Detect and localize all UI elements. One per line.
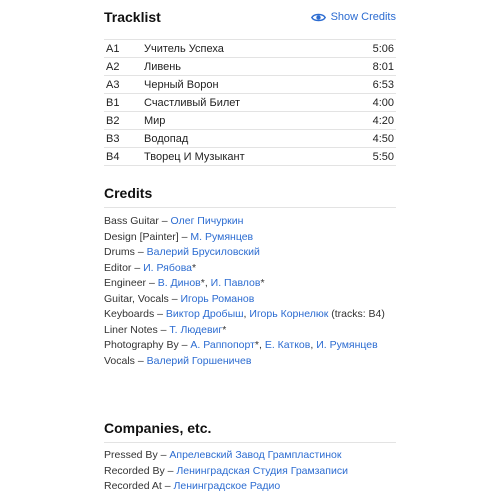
- credit-mark: *,: [200, 277, 211, 289]
- track-row: [104, 76, 396, 94]
- credit-separator: –: [158, 215, 171, 227]
- track-row: [104, 148, 396, 166]
- credit-person-link[interactable]: Игорь Корнелюк: [249, 308, 329, 320]
- credit-mark: (tracks: B4): [328, 308, 385, 320]
- credit-mark: *: [222, 323, 227, 336]
- credit-separator: –: [146, 277, 158, 289]
- credits-heading: Credits: [104, 185, 153, 201]
- tracklist-header: [104, 9, 396, 25]
- company-separator: –: [157, 449, 170, 461]
- company-link[interactable]: Ленинградская Студия Грамзаписи: [176, 464, 348, 477]
- credit-role: Vocals: [104, 354, 135, 367]
- credit-line: [104, 245, 396, 261]
- track-title: Ливень: [144, 60, 182, 73]
- credit-role: Bass Guitar: [104, 215, 159, 227]
- track-duration: 8:01: [372, 60, 394, 73]
- track-position: B4: [106, 150, 120, 163]
- company-role: Recorded By: [104, 464, 165, 477]
- track-title: Мир: [144, 114, 166, 127]
- company-line: [104, 464, 396, 480]
- track-position: A3: [106, 78, 120, 91]
- track-duration: 4:50: [372, 132, 394, 145]
- credit-line: [104, 214, 396, 230]
- credit-separator: –: [168, 292, 181, 305]
- credit-line: [104, 292, 396, 308]
- credit-person-link[interactable]: Олег Пичуркин: [170, 215, 244, 227]
- track-row: [104, 130, 396, 148]
- credit-person-link[interactable]: Е. Катков: [264, 339, 311, 351]
- credit-separator: –: [178, 230, 191, 243]
- track-row: [104, 58, 396, 76]
- track-row: [104, 40, 396, 58]
- track-row: [104, 112, 396, 130]
- credit-line: [104, 338, 396, 354]
- credit-role: Photography By: [104, 339, 179, 351]
- credit-line: [104, 323, 396, 339]
- track-title: Черный Ворон: [144, 78, 219, 91]
- track-position: B1: [106, 96, 120, 109]
- credit-person-link[interactable]: Валерий Брусиловский: [146, 246, 260, 258]
- credit-line: [104, 307, 396, 323]
- company-link[interactable]: Ленинградское Радио: [173, 480, 281, 492]
- credit-line: [104, 261, 396, 277]
- credit-person-link[interactable]: И. Румянцев: [316, 339, 378, 351]
- show-credits-button[interactable]: [311, 11, 396, 23]
- credit-separator: –: [178, 339, 191, 351]
- track-title: Учитель Успеха: [144, 42, 224, 55]
- track-row: [104, 94, 396, 112]
- credit-person-link[interactable]: Виктор Дробыш: [165, 308, 244, 320]
- credit-line: [104, 276, 396, 292]
- credit-separator: –: [131, 261, 144, 274]
- credit-person-link[interactable]: В. Динов: [157, 277, 201, 289]
- credit-separator: –: [157, 323, 170, 336]
- credit-line: [104, 230, 396, 246]
- track-duration: 4:00: [372, 96, 394, 109]
- credit-separator: –: [134, 246, 147, 258]
- credit-mark: ,: [310, 339, 317, 351]
- credit-role: Keyboards: [104, 308, 155, 320]
- company-separator: –: [161, 480, 174, 492]
- track-position: B3: [106, 132, 120, 145]
- credit-line: [104, 354, 396, 370]
- track-title: Водопад: [144, 132, 189, 145]
- track-title: Счастливый Билет: [144, 96, 241, 109]
- eye-icon: [311, 12, 326, 23]
- credit-person-link[interactable]: Валерий Горшеничев: [146, 354, 252, 367]
- tracklist-heading: Tracklist: [104, 9, 161, 25]
- credit-person-link[interactable]: И. Павлов: [210, 277, 261, 289]
- companies-divider: [104, 442, 396, 443]
- credit-role: Engineer: [104, 277, 147, 289]
- track-position: A1: [106, 42, 120, 55]
- credit-role: Guitar, Vocals: [104, 292, 169, 305]
- credit-separator: –: [154, 308, 166, 320]
- companies-list: [104, 448, 396, 495]
- credit-person-link[interactable]: М. Румянцев: [190, 230, 254, 243]
- credit-person-link[interactable]: И. Рябова: [143, 261, 193, 274]
- track-position: B2: [106, 114, 120, 127]
- track-title: Творец И Музыкант: [144, 150, 245, 163]
- show-credits-label: Show Credits: [330, 11, 396, 23]
- credit-mark: *: [192, 261, 197, 274]
- credit-person-link[interactable]: Т. Людевиг: [169, 323, 223, 336]
- companies-heading: Companies, etc.: [104, 420, 212, 436]
- credit-mark: *: [260, 277, 265, 289]
- tracklist-table: [104, 39, 396, 166]
- track-duration: 5:06: [372, 42, 394, 55]
- company-link[interactable]: Апрелевский Завод Грампластинок: [169, 449, 342, 461]
- credit-role: Design [Painter]: [104, 230, 179, 243]
- company-separator: –: [164, 464, 177, 477]
- credit-mark: *,: [254, 339, 265, 351]
- company-role: Pressed By: [104, 449, 158, 461]
- credit-person-link[interactable]: Игорь Романов: [180, 292, 255, 305]
- credit-person-link[interactable]: А. Раппопорт: [190, 339, 255, 351]
- credit-role: Liner Notes: [104, 323, 158, 336]
- company-line: [104, 448, 396, 464]
- track-duration: 5:50: [372, 150, 394, 163]
- credit-role: Editor: [104, 261, 132, 274]
- track-position: A2: [106, 60, 120, 73]
- track-duration: 6:53: [372, 78, 394, 91]
- credit-mark: ,: [243, 308, 250, 320]
- company-role: Recorded At: [104, 480, 162, 492]
- credit-separator: –: [134, 354, 147, 367]
- credits-divider: [104, 207, 396, 208]
- track-duration: 4:20: [372, 114, 394, 127]
- company-line: [104, 479, 396, 495]
- credit-role: Drums: [104, 246, 135, 258]
- credits-list: [104, 214, 396, 369]
